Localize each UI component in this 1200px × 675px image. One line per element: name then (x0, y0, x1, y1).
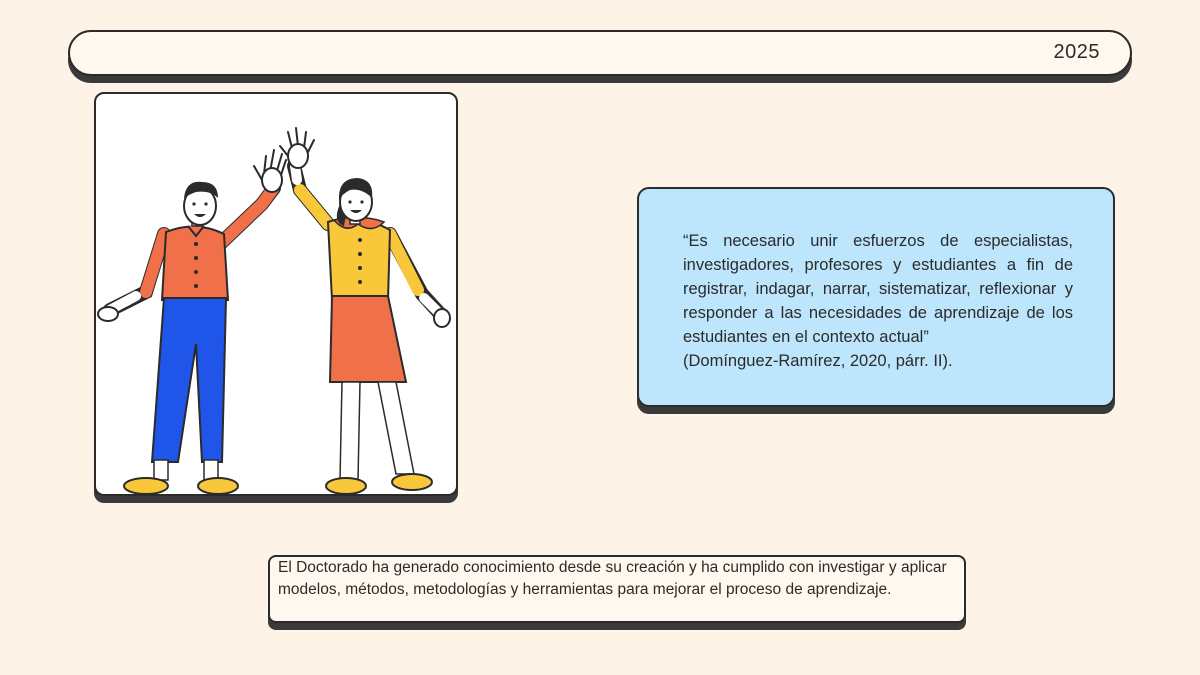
year-label: 2025 (1053, 41, 1100, 63)
quote-citation: (Domínguez-Ramírez, 2020, párr. II). (683, 352, 953, 370)
quote-card (637, 187, 1115, 407)
summary-card (268, 555, 966, 623)
high-five-people-illustration (96, 94, 458, 496)
header-bar (68, 30, 1132, 76)
summary-text: El Doctorado ha generado conocimiento desde su creación y ha cumplido con investigar y aplicar modelos, métodos, metodologías y herramientas para mejorar el proceso de aprendizaje. (278, 559, 947, 598)
quote-text: “Es necesario unir esfuerzos de especialistas, investigadores, profesores y estudiantes a fin de registrar, indagar, narrar, sistematizar, reflexionar y responder a las necesidades de aprendizaje de los estudiantes en el contexto actual” (683, 232, 1073, 346)
illustration-card (94, 92, 458, 496)
quote-block (683, 229, 1073, 373)
